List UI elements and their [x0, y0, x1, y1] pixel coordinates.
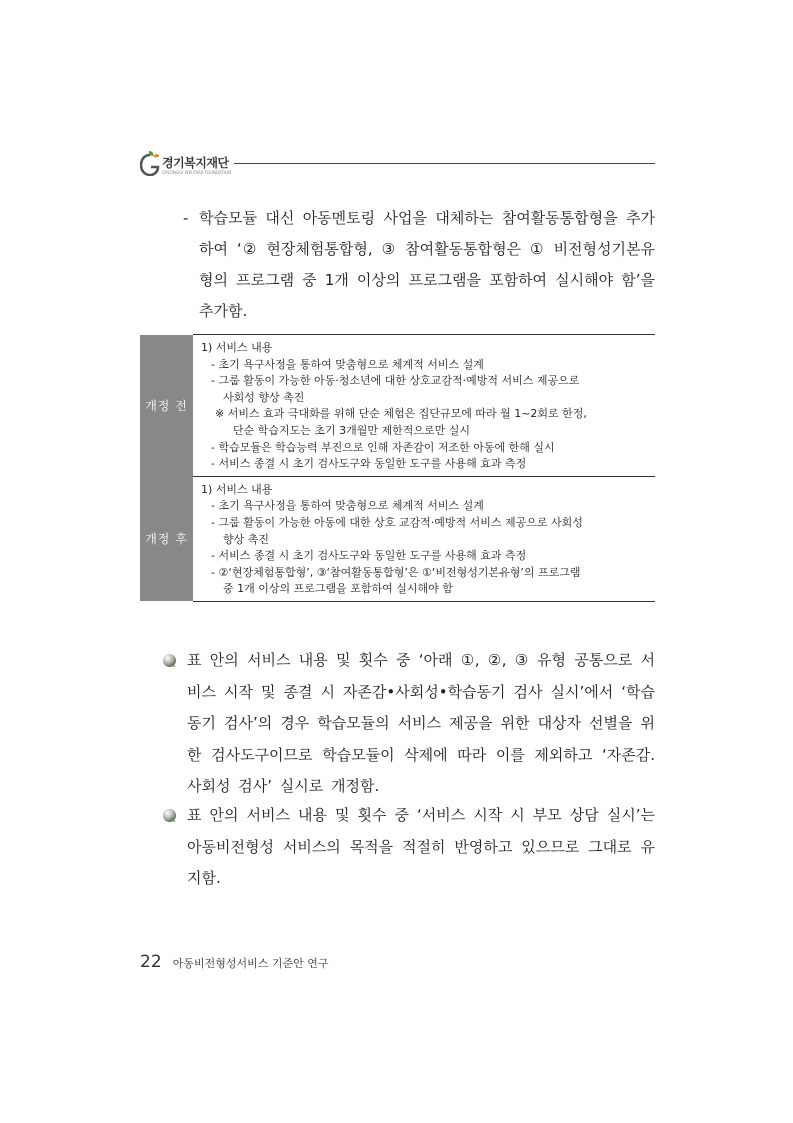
table-line: 향상 촉진	[223, 532, 270, 546]
before-content	[193, 335, 655, 477]
table-line: - 초기 욕구사정을 통하여 맞춤형으로 체계적 서비스 설계	[211, 499, 484, 513]
table-line: - 그룹 활동이 가능한 아동에 대한 상호 교감적·예방적 서비스 제공으로 사회성	[211, 515, 583, 529]
intro-paragraph	[183, 203, 655, 327]
after-content	[193, 476, 655, 601]
bullet-text: 표 안의 서비스 내용 및 횟수 중 ‘서비스 시작 시 부모 상담 실시’는 아동비전형성 서비스의 목적을 적절히 반영하고 있으므로 그대로 유지함.	[187, 806, 655, 887]
table-line: - 초기 욕구사정을 통하여 맞춤형으로 체계적 서비스 설계	[211, 357, 484, 371]
revision-table	[140, 334, 655, 602]
before-label: 개정 전	[140, 335, 193, 477]
table-line: - 서비스 종결 시 초기 검사도구와 동일한 도구를 사용해 효과 측정	[211, 457, 527, 471]
bullet-orb-icon	[162, 808, 177, 823]
page-header	[140, 150, 655, 180]
org-subtitle: GYEONGGI WELFARE FOUNDATION	[162, 170, 232, 175]
org-name: 경기복지재단	[162, 156, 229, 170]
bullet-paragraph-2	[162, 800, 655, 895]
header-divider	[234, 163, 655, 164]
table-line: 중 1개 이상의 프로그램을 포함하여 실시해야 함	[223, 582, 453, 596]
dash-marker: -	[183, 209, 189, 227]
page-number: 22	[140, 952, 162, 972]
bullet-paragraph-1	[162, 645, 655, 803]
after-label: 개정 후	[140, 476, 193, 601]
footer-doc-title: 아동비전형성서비스 기준안 연구	[172, 957, 329, 970]
foundation-logo-icon	[140, 150, 160, 176]
table-line: - 서비스 종결 시 초기 검사도구와 동일한 도구를 사용해 효과 측정	[211, 549, 527, 563]
table-line: - ②‘현장체험통합형’, ③‘참여활동통합형’은 ①‘비전형성기본유형’의 프로그램	[211, 565, 581, 579]
bullet-text: 표 안의 서비스 내용 및 횟수 중 ‘아래 ①, ②, ③ 유형 공통으로 서비스 시작 및 종결 시 자존감•사회성•학습동기 검사 실시’에서 ‘학습동기 검사’의 경우 학습모듈의 서비스 제공을 위한 대상자 선별을 위한 검사도구이므로 학습모듈이 삭제에 따라 이를 제외하고 ‘자존감. 사회성 검사’ 실시로 개정함.	[187, 651, 655, 795]
table-line: 단순 학습지도는 초기 3개월만 제한적으로만 실시	[233, 423, 470, 437]
table-row-after	[140, 476, 655, 601]
table-line: ※ 서비스 효과 극대화를 위해 단순 체험은 집단규모에 따라 월 1~2회로 한정,	[215, 407, 587, 421]
page-footer	[140, 952, 329, 972]
table-row-before	[140, 335, 655, 477]
table-line: 사회성 향상 촉진	[223, 390, 305, 404]
table-line: 1) 서비스 내용	[201, 341, 273, 354]
table-line: 1) 서비스 내용	[201, 482, 273, 496]
table-line: - 그룹 활동이 가능한 아동·청소년에 대한 상호교감적·예방적 서비스 제공으로	[211, 374, 580, 388]
table-line: - 학습모듈은 학습능력 부진으로 인해 자존감이 저조한 아동에 한해 실시	[211, 440, 555, 454]
bullet-orb-icon	[162, 653, 177, 668]
intro-text: 학습모듈 대신 아동멘토링 사업을 대체하는 참여활동통합형을 추가하여 ‘② 현장체험통합형, ③ 참여활동통합형은 ① 비전형성기본유형의 프로그램 중 1개 이상의 프로그램을 포함하여 실시해야 함’을 추가함.	[199, 209, 655, 320]
